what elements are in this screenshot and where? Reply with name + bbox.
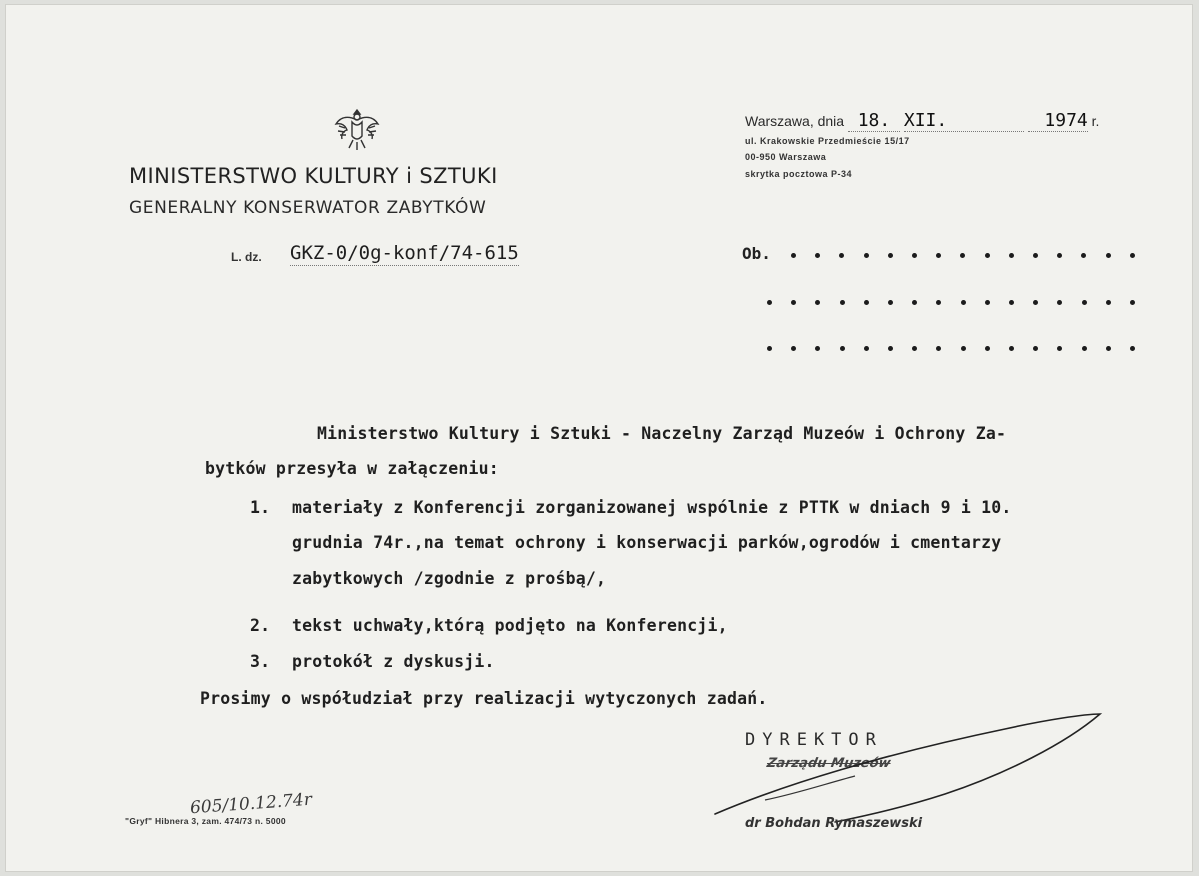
item-1-line-2: grudnia 74r.,na temat ochrony i konserwacji parków,ogrodów i cmentarzy: [292, 533, 1002, 552]
item-2-text: tekst uchwały,którą podjęto na Konferencji,: [292, 616, 728, 635]
item-1-number: 1.: [250, 498, 271, 517]
letter-sheet: [5, 4, 1193, 872]
date-year: [1028, 110, 1088, 132]
recipient-dotted-line-1: [791, 252, 1151, 260]
dot: [1057, 346, 1062, 351]
dot: [961, 346, 966, 351]
date-month: XII.: [904, 110, 1024, 132]
item-1-line-1: materiały z Konferencji zorganizowanej wspólnie z PTTK w dniach 9 i 10.: [292, 498, 1012, 517]
dot: [1082, 300, 1087, 305]
dot: [1033, 346, 1038, 351]
dot: [888, 300, 893, 305]
reference-label: L. dz.: [231, 250, 262, 264]
date-year-prefix: 197: [1044, 110, 1077, 131]
dot: [1081, 253, 1086, 258]
address-line-2: 00-950 Warszawa: [745, 152, 827, 162]
dot: [864, 253, 869, 258]
dot: [1130, 346, 1135, 351]
dot: [815, 253, 820, 258]
dot: [961, 300, 966, 305]
dot: [815, 300, 820, 305]
date-line: [745, 110, 1099, 132]
dot: [985, 253, 990, 258]
dot: [912, 253, 917, 258]
printer-imprint: "Gryf" Hibnera 3, zam. 474/73 n. 5000: [125, 816, 286, 826]
date-day: 18.: [848, 110, 900, 132]
dot: [1106, 300, 1111, 305]
dot: [840, 346, 845, 351]
dot: [912, 300, 917, 305]
intro-line-2: bytków przesyła w załączeniu:: [205, 459, 499, 478]
date-r: r.: [1091, 113, 1100, 129]
dot: [1130, 253, 1135, 258]
dot: [864, 300, 869, 305]
dot: [767, 300, 772, 305]
dot: [815, 346, 820, 351]
recipient-dotted-line-2: [767, 299, 1151, 307]
item-3-number: 3.: [250, 652, 271, 671]
office-name: GENERALNY KONSERWATOR ZABYTKÓW: [129, 198, 487, 218]
item-3-text: protokół z dyskusji.: [292, 652, 495, 671]
dot: [888, 253, 893, 258]
dot: [1057, 300, 1062, 305]
dot: [936, 253, 941, 258]
dot: [985, 300, 990, 305]
signatory-title: DYREKTOR: [745, 730, 883, 750]
intro-line-1: Ministerstwo Kultury i Sztuki - Naczelny Zarząd Muzeów i Ochrony Za-: [317, 424, 1007, 443]
dot: [767, 346, 772, 351]
date-year-digit: 4: [1076, 110, 1088, 131]
item-1-line-3: zabytkowych /zgodnie z prośbą/,: [292, 569, 607, 588]
recipient-dotted-line-3: [767, 345, 1151, 353]
address-line-3: skrytka pocztowa P-34: [745, 169, 853, 179]
dot: [912, 346, 917, 351]
place-label: Warszawa, dnia: [745, 113, 845, 129]
dot: [1009, 346, 1014, 351]
signatory-name: dr Bohdan Rymaszewski: [745, 816, 923, 831]
dot: [1033, 253, 1038, 258]
dot: [1033, 300, 1038, 305]
dot: [1009, 253, 1014, 258]
dot: [960, 253, 965, 258]
dot: [936, 300, 941, 305]
dot: [791, 346, 796, 351]
recipient-label: Ob.: [742, 244, 771, 263]
dot: [791, 300, 796, 305]
dot: [839, 253, 844, 258]
reference-number: GKZ-0/0g-konf/74-615: [290, 242, 519, 264]
dot: [1009, 300, 1014, 305]
item-2-number: 2.: [250, 616, 271, 635]
dot: [840, 300, 845, 305]
polish-eagle-emblem-icon: [331, 104, 383, 152]
dot: [1082, 346, 1087, 351]
dot: [1130, 300, 1135, 305]
dot: [864, 346, 869, 351]
closing-line: Prosimy o współudział przy realizacji wytyczonych zadań.: [200, 689, 768, 708]
dot: [936, 346, 941, 351]
address-line-1: ul. Krakowskie Przedmieście 15/17: [745, 136, 910, 146]
dot: [888, 346, 893, 351]
dot: [985, 346, 990, 351]
dot: [1057, 253, 1062, 258]
ministry-name: MINISTERSTWO KULTURY i SZTUKI: [129, 164, 498, 188]
dot: [1106, 346, 1111, 351]
handwritten-note: 605/10.12.74r: [189, 789, 313, 819]
signatory-stamp: Zarządu Muzeów: [765, 756, 892, 771]
dot: [791, 253, 796, 258]
dot: [1106, 253, 1111, 258]
